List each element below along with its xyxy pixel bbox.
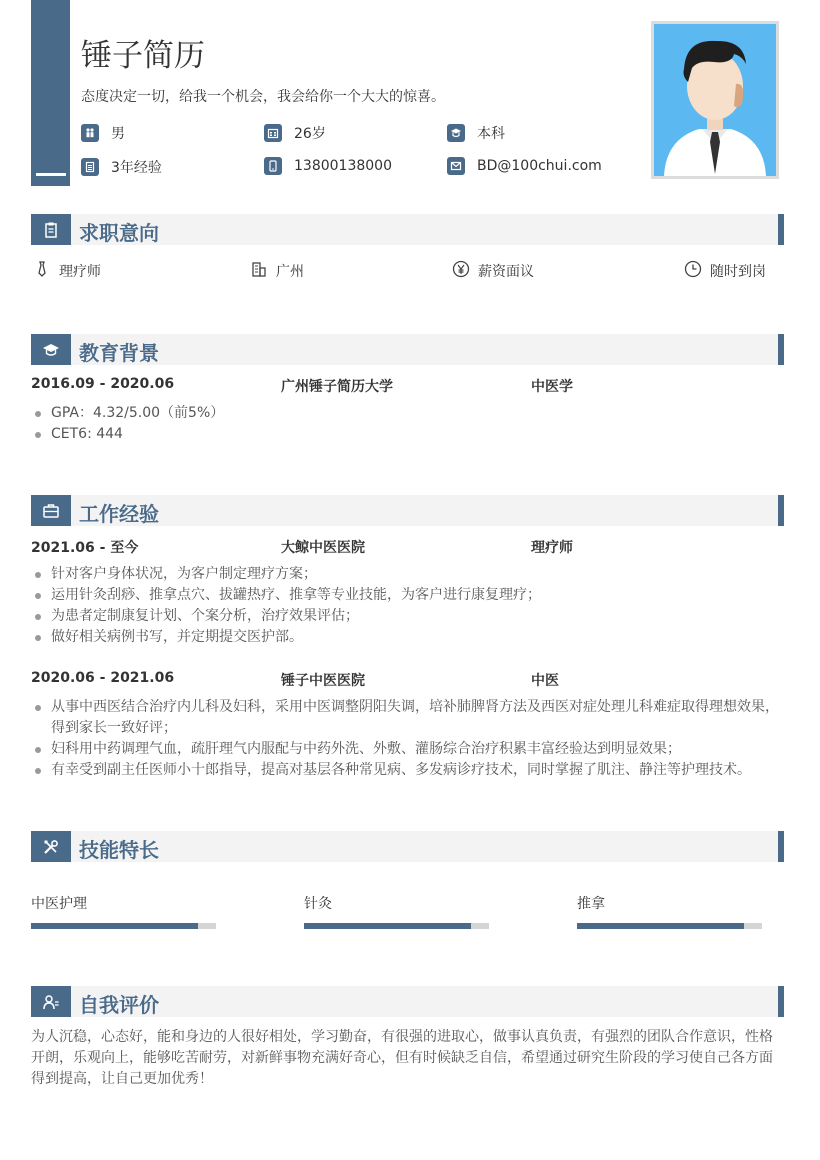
doc-icon <box>81 158 99 176</box>
building-icon <box>250 260 268 282</box>
intent-city-value: 广州 <box>276 264 304 280</box>
work-company: 大鲸中医医院 <box>281 540 365 556</box>
list-item: 从事中西医结合治疗内儿科及妇科，采用中医调整阴阳失调，培补肺脾肾方法及西医对症处理儿科难症取得理想效果，得到家长一致好评； <box>31 697 784 739</box>
skill-name: 针灸 <box>304 896 332 912</box>
skill-level-bar <box>31 923 198 929</box>
gender-icon <box>81 124 99 142</box>
gender-value: 男 <box>111 126 125 142</box>
section-intent-header <box>31 214 784 245</box>
work-role: 理疗师 <box>531 540 573 556</box>
skill-level-bar <box>304 923 471 929</box>
mail-icon <box>447 157 465 175</box>
phone-value: 13800138000 <box>294 158 392 174</box>
briefcase-icon <box>31 495 71 526</box>
work-period: 2021.06 - 至今 <box>31 540 139 556</box>
email-value: BD@100chui.com <box>477 158 602 174</box>
list-item: 运用针灸刮痧、推拿点穴、拔罐热疗、推拿等专业技能，为客户进行康复理疗； <box>31 585 784 606</box>
experience-value: 3年经验 <box>111 160 162 176</box>
list-item: CET6: 444 <box>31 424 784 445</box>
list-item: 针对客户身体状况，为客户制定理疗方案； <box>31 564 784 585</box>
age-value: 26岁 <box>294 126 326 142</box>
info-phone <box>264 157 392 175</box>
section-title: 技能特长 <box>79 838 159 862</box>
yen-icon <box>452 260 470 282</box>
section-self-header <box>31 986 784 1017</box>
section-title: 工作经验 <box>79 502 159 526</box>
list-item: 为患者定制康复计划、个案分析，治疗效果评估； <box>31 606 784 627</box>
skill-name: 推拿 <box>577 896 605 912</box>
phone-icon <box>264 157 282 175</box>
education-major: 中医学 <box>531 379 573 395</box>
person-icon <box>31 986 71 1017</box>
intent-availability <box>684 260 766 282</box>
section-end-bar <box>778 334 784 365</box>
section-end-bar <box>778 831 784 862</box>
clock-icon <box>684 260 702 282</box>
list-item: 妇科用中药调理气血，疏肝理气内服配与中药外洗、外敷、灌肠综合治疗积累丰富经验达到明显效果； <box>31 739 784 760</box>
education-list <box>31 403 784 445</box>
section-end-bar <box>778 214 784 245</box>
skill-track <box>304 923 489 929</box>
info-email <box>447 157 602 175</box>
intent-salary-value: 薪资面议 <box>478 264 534 280</box>
graduation-cap-icon <box>31 334 71 365</box>
skill-level-bar <box>577 923 744 929</box>
section-education-header <box>31 334 784 365</box>
education-period: 2016.09 - 2020.06 <box>31 376 175 392</box>
work-list-2 <box>31 697 784 781</box>
info-age <box>264 123 326 143</box>
info-education <box>447 123 505 143</box>
skill-track <box>31 923 216 929</box>
work-company: 锤子中医医院 <box>281 673 365 689</box>
skill-track <box>577 923 762 929</box>
intent-city <box>250 260 304 282</box>
intent-salary <box>452 260 534 282</box>
section-end-bar <box>778 495 784 526</box>
profile-photo <box>651 21 779 179</box>
skill-item <box>31 893 216 913</box>
education-value: 本科 <box>477 126 505 142</box>
resume-motto: 态度决定一切，给我一个机会，我会给你一个大大的惊喜。 <box>81 89 445 105</box>
list-item: 有幸受到副主任医师小十郎指导，提高对基层各种常见病、多发病诊疗技术，同时掌握了肌注、静注等护理技术。 <box>31 760 784 781</box>
work-period: 2020.06 - 2021.06 <box>31 670 175 686</box>
resume-name: 锤子简历 <box>81 38 205 74</box>
calendar-icon <box>264 124 282 142</box>
section-end-bar <box>778 986 784 1017</box>
education-school: 广州锤子简历大学 <box>281 379 393 395</box>
intent-availability-value: 随时到岗 <box>710 264 766 280</box>
list-item: GPA：4.32/5.00（前5%） <box>31 403 784 424</box>
info-gender <box>81 123 125 143</box>
skill-item <box>304 893 489 913</box>
section-work-header <box>31 495 784 526</box>
section-skills-header <box>31 831 784 862</box>
work-list-1 <box>31 564 784 648</box>
info-experience <box>81 157 162 177</box>
tie-icon <box>33 260 51 282</box>
skill-item <box>577 893 762 913</box>
clipboard-icon <box>31 214 71 245</box>
header-accent-bar <box>31 0 70 186</box>
self-evaluation-text: 为人沉稳，心态好，能和身边的人很好相处，学习勤奋，有很强的进取心，做事认真负责，有强烈的团队合作意识，性格开朗，乐观向上，能够吃苦耐劳，对新鲜事物充满好奇心，但有时候缺乏自信，希望通过研究生阶段的学习使自己各方面得到提高，让自己更加优秀！ <box>31 1029 773 1087</box>
skill-name: 中医护理 <box>31 896 87 912</box>
cap-icon <box>447 124 465 142</box>
section-title: 自我评价 <box>79 993 159 1017</box>
section-title: 教育背景 <box>79 341 159 365</box>
work-role: 中医 <box>531 673 559 689</box>
section-title: 求职意向 <box>79 221 159 245</box>
header-accent-line <box>36 173 66 176</box>
list-item: 做好相关病例书写，并定期提交医护部。 <box>31 627 784 648</box>
tools-icon <box>31 831 71 862</box>
intent-position <box>33 260 101 282</box>
intent-position-value: 理疗师 <box>59 264 101 280</box>
